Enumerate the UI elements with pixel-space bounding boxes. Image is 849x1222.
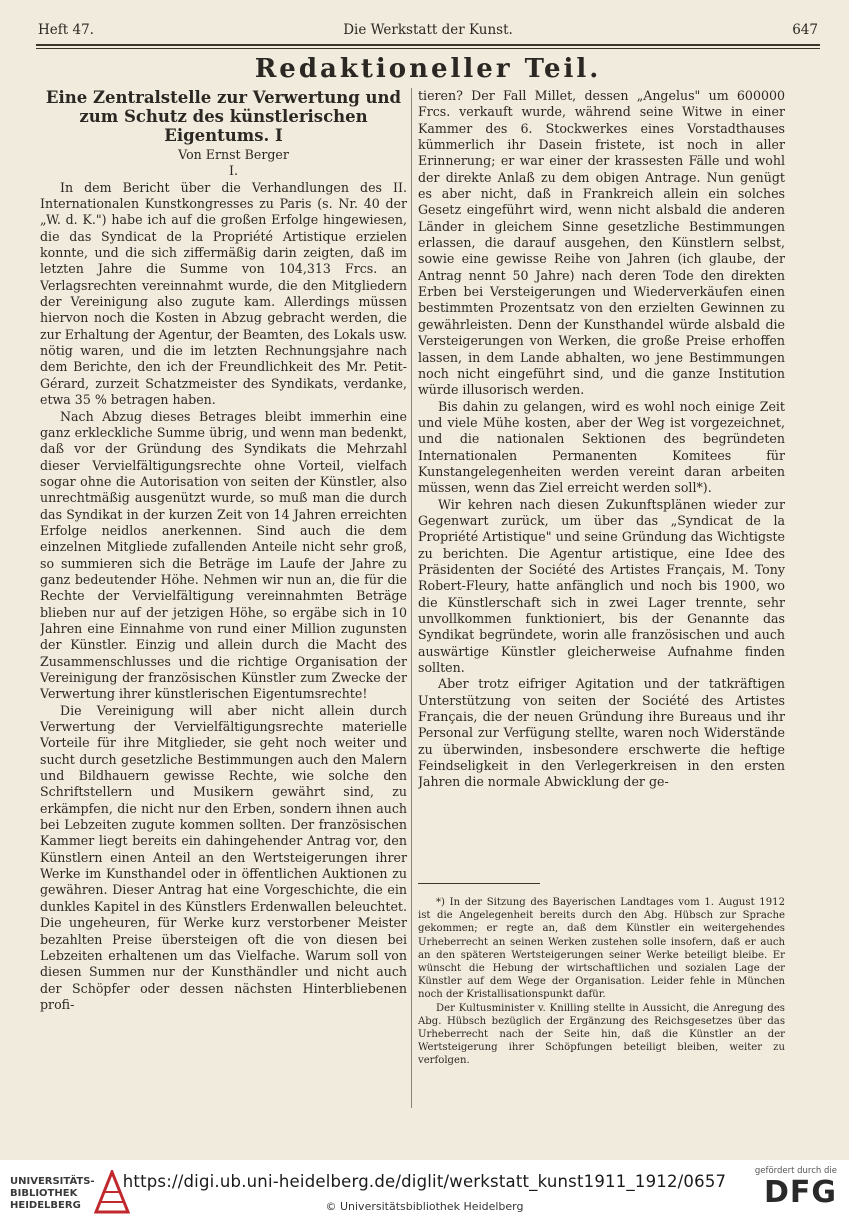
- paragraph: Die Vereinigung will aber nicht allein durch Verwertung der Vervielfältigungsrechte materielle Vorteile für ihre Mitglieder, sie geht noch weiter und sucht durch gesetzliche Bestimmungen auch den Malern und Bildhauern gewisse Rechte, wie solche den Schriftstellern und Musikern gewährt sind, zu erkämpfen, die nicht nur den Erben, sondern ihnen auch bei Lebzeiten zugute kommen sollten. Der französischen Kammer liegt bereits ein dahingehender Antrag vor, den Künstlern einen Anteil an den Wertsteigerungen ihrer Werke im Kunsthandel oder in öffentlichen Auktionen zu gewähren. Dieser Antrag hat eine Vorgeschichte, die ein dunkles Kapitel in des Künstlers Erdenwallen beleuchtet. Die ungeheuren, für Werke kurz verstorbener Meister bezahlten Preise übersteigen oft die von diesen bei Lebzeiten erhaltenen um das Vielfache. Warum soll von diesen Summen nur der Kunsthändler und nicht auch der Schöpfer oder dessen nächsten Hinterbliebenen profi-: [40, 702, 407, 1012]
- page-number: 647: [792, 22, 818, 38]
- left-column: [40, 88, 407, 1148]
- running-header: [38, 22, 818, 46]
- section-title: Redaktioneller Teil.: [254, 54, 602, 84]
- dfg-logo-icon: DFG: [763, 1175, 837, 1210]
- copyright-notice: © Universitätsbibliothek Heidelberg: [325, 1200, 524, 1213]
- paragraph: tieren? Der Fall Millet, dessen „Angelus" um 600000 Frcs. verkauft wurde, während seine Witwe in einer Kammer des 6. Stockwerkes eines Vorstadthauses kümmerlich ihr Dasein fristete, ist noch in aller Erinnerung; er war einer der krassesten Fälle und wohl der direkte Anlaß zu dem obigen Antrage. Nun genügt es aber nicht, daß in Frankreich allein ein solches Gesetz eingeführt wird, wenn nicht alsbald die anderen Länder in gleichem Sinne gesetzliche Bestimmungen erlassen, die darauf ausgehen, den Künstlern selbst, sowie eine gewisse Reihe von Jahren (ich glaube, der Antrag nennt 50 Jahre) nach deren Tode den direkten Erben bei Versteigerungen und Wiederverkäufen einen bestimmten Prozentsatz von den erzielten Gewinnen zu gewährleisten. Denn der Kunsthandel würde alsbald die Versteigerungen von Werken, die große Preise erhoffen lassen, in dem Lande abhalten, wo jene Bestimmungen noch nicht eingeführt sind, und die ganze Institution würde illusorisch werden.: [418, 88, 785, 398]
- funder-logo[interactable]: [747, 1166, 837, 1210]
- funder-label: gefördert durch die: [754, 1166, 837, 1176]
- issue-number: Heft 47.: [38, 22, 94, 38]
- footnotes: [418, 896, 785, 1068]
- article-title: Eine Zentralstelle zur Verwertung und zum Schutz des künstlerischen Eigentums. I: [45, 88, 402, 145]
- permalink-url[interactable]: https://digi.ub.uni-heidelberg.de/diglit/werkstatt_kunst1911_1912/0657: [122, 1172, 727, 1191]
- header-rule-thin: [36, 48, 820, 49]
- paragraph: Bis dahin zu gelangen, wird es wohl noch einige Zeit und viele Mühe kosten, aber der Weg ist vorgezeichnet, und die nationalen Sektionen des begründeten Internationalen Permanenten Komitees für Kunstangelegenheiten werden vereint daran arbeiten müssen, wenn das Ziel erreicht werden soll*).: [418, 398, 785, 496]
- section-number: I.: [229, 163, 238, 179]
- footnote-rule: [418, 883, 540, 884]
- paragraph: Wir kehren nach diesen Zukunftsplänen wieder zur Gegenwart zurück, um über das „Syndicat de la Propriété Artistique" und seine Gründung das Wichtigste zu berichten. Die Agentur artistique, eine Idee des Präsidenten der Société des Artistes Français, M. Tony Robert-Fleury, hatte anfänglich und noch bis 1900, wo die Künstlerschaft sich in zwei Lager trennte, sehr unvollkommen funktioniert, bis der Genannte das Syndikat begründete, worin alle französischen und auch auswärtige Künstler gleicherweise Aufnahme finden sollten.: [418, 496, 785, 676]
- footnote: Der Kultusminister v. Knilling stellte in Aussicht, die Anregung des Abg. Hübsch bezüglich der Ergänzung des Reichsgesetzes über das Urheberrecht nach der Seite hin, daß die Künstler an der Wertsteigerung ihrer Schöpfungen beteiligt bleiben, weiter zu verfolgen.: [418, 1002, 785, 1067]
- paragraph: Aber trotz eifriger Agitation und der tatkräftigen Unterstützung von seiten der Société des Artistes Français, die der neuen Gründung ihre Bureaus und ihr Personal zur Verfügung stellte, waren noch Widerstände zu überwinden, insbesondere erschwerte die heftige Feindseligkeit in den Verlegerkreisen in den ersten Jahren die normale Abwicklung der ge-: [418, 676, 785, 790]
- column-divider: [411, 88, 412, 1108]
- paragraph: In dem Bericht über die Verhandlungen des II. Internationalen Kunstkongresses zu Paris (s. Nr. 40 der „W. d. K.") habe ich auf die großen Erfolge hingewiesen, die das Syndicat de la Propriété Artistique erzielen konnte, und die sich ziffermäßig darin zeigten, daß im letzten Jahre die Summe von 104,313 Frcs. an Verlagsrechten vereinnahmt wurde, die den Mitgliedern der Vereinigung also zugute kam. Allerdings müssen hiervon noch die Kosten in Abzug gebracht werden, die zur Erhaltung der Agentur, der Beamten, des Lokals usw. nötig waren, und die im letzten Rechnungsjahre nach dem Berichte, den ich der Freundlichkeit des Mr. Petit-Gérard, zurzeit Schatzmeister des Syndikats, verdanke, etwa 35 % betragen haben.: [40, 179, 407, 408]
- article-author: Von Ernst Berger: [178, 147, 289, 162]
- paragraph: Nach Abzug dieses Betrages bleibt immerhin eine ganz erkleckliche Summe übrig, und wenn man bedenkt, daß vor der Gründung des Syndikats die Mehrzahl dieser Vervielfältigungsrechte ohne Vorteil, vielfach sogar ohne die Autorisation von seiten der Künstler, also unrechtmäßig ausgenützt wurde, so muß man die durch das Syndikat in der kurzen Zeit von 14 Jahren erreichten Erfolge neidlos anerkennen. Sind auch die dem einzelnen Mitgliede zufallenden Anteile nicht sehr groß, so summieren sich die Beträge im Laufe der Jahre zu ganz bedeutender Höhe. Nehmen wir nun an, die für die Rechte der Vervielfältigung vereinnahmten Beträge blieben nur auf der jetzigen Höhe, so ergäbe sich in 10 Jahren eine Einnahme von rund einer Million zugunsten der Künstler. Einzig und allein durch die Macht des Zusammenschlusses und die richtige Organisation der Vereinigung der französischen Künstler zum Zwecke der Verwertung ihrer künstlerischen Eigentumsrechte!: [40, 408, 407, 702]
- header-rule: [36, 44, 820, 46]
- right-column: [418, 88, 785, 878]
- institution-name: UNIVERSITÄTS-BIBLIOTHEK HEIDELBERG: [10, 1176, 95, 1211]
- viewer-footer: [0, 1160, 849, 1222]
- journal-title: Die Werkstatt der Kunst.: [343, 22, 513, 38]
- footnote: *) In der Sitzung des Bayerischen Landtages vom 1. August 1912 ist die Angelegenheit bereits durch den Abg. Hübsch zur Sprache gekommen; er regte an, daß dem Künstler ein weitergehendes Urheberrecht an seinen Werken zustehen solle insofern, daß er auch an den späteren Wertsteigerungen seiner Werke beteiligt bleibe. Er wünscht die Hebung der wirtschaftlichen und sozialen Lage der Künstler auf dem Wege der Organisation. Leider fehle in München noch der Kristallisationspunkt dafür.: [418, 897, 785, 1001]
